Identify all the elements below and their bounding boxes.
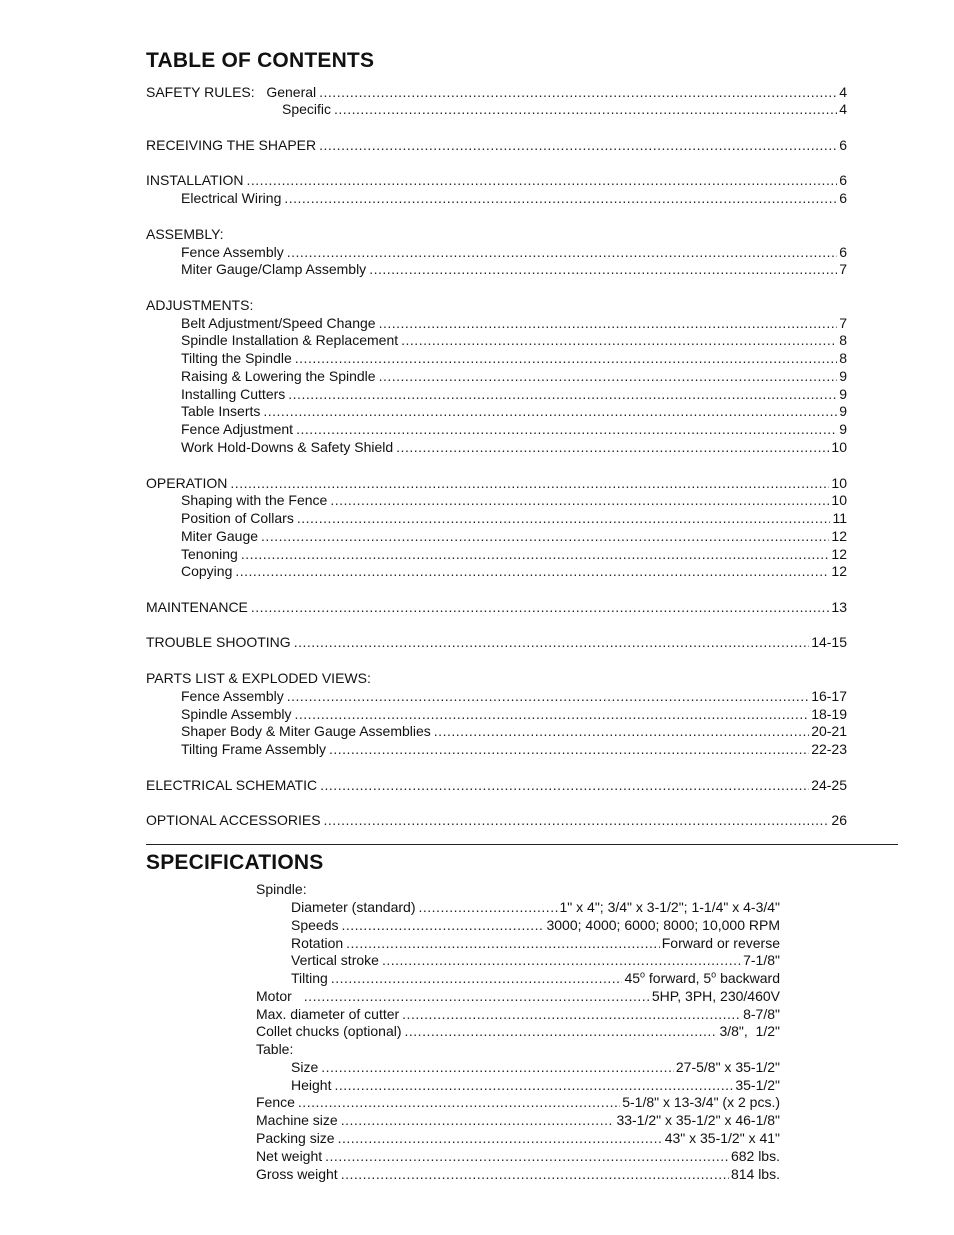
dot-leader: [346, 934, 660, 952]
toc-page: 9: [839, 403, 847, 419]
dot-leader: [334, 1076, 733, 1094]
toc-entry-table-inserts: [181, 402, 847, 420]
spec-spindle-speeds: [291, 916, 780, 934]
toc-entry-position-collars: [181, 509, 847, 527]
toc-label: ELECTRICAL SCHEMATIC: [146, 777, 318, 793]
toc-entry-tilting-frame: [181, 740, 847, 758]
toc-label: OPERATION: [146, 475, 228, 491]
toc-label: Spindle Installation & Replacement: [181, 332, 399, 348]
dot-leader: [379, 367, 838, 385]
dot-leader: [434, 722, 809, 740]
spec-label: Motor: [256, 988, 292, 1004]
dot-leader: [251, 598, 830, 616]
spec-label: Fence: [256, 1094, 295, 1110]
toc-label: Copying: [181, 563, 233, 579]
toc-label: Fence Adjustment: [181, 421, 294, 437]
spec-value: 3/8", 1/2": [719, 1023, 780, 1039]
spec-value: 1" x 4"; 3/4" x 3-1/2"; 1-1/4" x 4-3/4": [559, 899, 780, 915]
toc-entry-shaper-body: [181, 722, 847, 740]
spec-label: Collet chucks (optional): [256, 1023, 402, 1039]
spec-label: Size: [291, 1059, 319, 1075]
toc-entry-electrical-schematic: [146, 776, 847, 794]
toc-page: 12: [831, 528, 847, 544]
spec-value: [624, 969, 780, 987]
toc-label: Work Hold-Downs & Safety Shield: [181, 439, 394, 455]
spec-label: Tilting: [291, 970, 328, 986]
toc-page: 10: [831, 492, 847, 508]
dot-leader: [294, 633, 810, 651]
toc-page: 11: [832, 510, 847, 526]
toc-page: 26: [831, 812, 847, 828]
toc-entry-receiving: [146, 136, 847, 154]
toc-page: 6: [839, 244, 847, 260]
degree-symbol: o: [640, 969, 646, 980]
toc-label: RECEIVING THE SHAPER: [146, 137, 317, 153]
spec-label: Height: [291, 1077, 332, 1093]
toc-page: 14-15: [811, 634, 847, 650]
toc-entry-tilting-spindle: [181, 349, 847, 367]
spec-value: 5-1/8" x 13-3/4" (x 2 pcs.): [622, 1094, 780, 1110]
tilt-end-text: backward: [716, 970, 780, 986]
dot-leader: [331, 969, 623, 987]
dot-leader: [321, 1058, 674, 1076]
toc-label: OPTIONAL ACCESSORIES: [146, 812, 321, 828]
degree-symbol: o: [711, 969, 717, 980]
dot-leader: [263, 402, 837, 420]
toc-label: SAFETY RULES: General: [146, 84, 317, 100]
dot-leader: [419, 898, 558, 916]
toc-entry-electrical-wiring: [181, 189, 847, 207]
dot-leader: [341, 1111, 615, 1129]
toc-label: Fence Assembly: [181, 244, 284, 260]
dot-leader: [401, 331, 837, 349]
dot-leader: [338, 1129, 663, 1147]
dot-leader: [319, 83, 837, 101]
toc-label: Miter Gauge: [181, 528, 259, 544]
toc-entry-spindle-assembly: [181, 705, 847, 723]
spec-value: 43" x 35-1/2" x 41": [664, 1130, 780, 1146]
dot-leader: [334, 100, 837, 118]
toc-page: 8: [839, 332, 847, 348]
spec-value: 814 lbs.: [730, 1166, 780, 1182]
toc-label: Installing Cutters: [181, 386, 286, 402]
spec-max-diameter-cutter: [256, 1005, 780, 1023]
spec-label: Packing size: [256, 1130, 335, 1146]
toc-entry-raising-lowering: [181, 367, 847, 385]
toc-page: 7: [839, 261, 847, 277]
dot-leader: [288, 385, 837, 403]
toc-label: ASSEMBLY:: [146, 226, 224, 242]
toc-label: PARTS LIST & EXPLODED VIEWS:: [146, 670, 371, 686]
spec-label: Rotation: [291, 935, 344, 951]
toc-entry-miter-gauge: [181, 527, 847, 545]
spec-value: 8-7/8": [743, 1006, 780, 1022]
toc-entry-trouble-shooting: [146, 633, 847, 651]
spec-value: 27-5/8" x 35-1/2": [675, 1059, 780, 1075]
toc-section-adjustments: [146, 296, 253, 314]
dot-leader: [297, 509, 831, 527]
spec-spindle-diameter: [291, 898, 780, 916]
spec-spindle-rotation: [291, 934, 780, 952]
spec-label: Spindle:: [256, 881, 307, 897]
toc-label: Table Inserts: [181, 403, 261, 419]
toc-label: Electrical Wiring: [181, 190, 282, 206]
toc-label: MAINTENANCE: [146, 599, 248, 615]
toc-label: Position of Collars: [181, 510, 294, 526]
spec-spindle-tilting: [291, 969, 780, 987]
toc-label: TROUBLE SHOOTING: [146, 634, 291, 650]
dot-leader: [396, 438, 829, 456]
toc-label: ADJUSTMENTS:: [146, 297, 254, 313]
toc-entry-fence-adjustment: [181, 420, 847, 438]
toc-entry-installation: [146, 171, 847, 189]
spec-label: Speeds: [291, 917, 339, 933]
toc-entry-parts-fence-assembly: [181, 687, 847, 705]
spec-value: 3000; 4000; 6000; 8000; 10,000 RPM: [546, 917, 780, 933]
spec-table-height: [291, 1076, 780, 1094]
toc-label: INSTALLATION: [146, 172, 244, 188]
dot-leader: [298, 1093, 620, 1111]
dot-leader: [382, 951, 741, 969]
toc-page: 6: [839, 172, 847, 188]
toc-label: Spindle Assembly: [181, 706, 292, 722]
toc-entry-installing-cutters: [181, 385, 847, 403]
toc-page: 20-21: [811, 723, 847, 739]
toc-label: Tenoning: [181, 546, 238, 562]
toc-entry-belt-adjustment: [181, 314, 847, 332]
toc-page: 4: [839, 84, 847, 100]
toc-page: 10: [831, 475, 847, 491]
toc-page: 22-23: [811, 741, 847, 757]
dot-leader: [330, 491, 829, 509]
toc-entry-optional-accessories: [146, 811, 847, 829]
spec-value: 682 lbs.: [730, 1148, 780, 1164]
toc-entry-spindle-installation: [181, 331, 847, 349]
toc-label: Raising & Lowering the Spindle: [181, 368, 376, 384]
toc-page: 12: [831, 563, 847, 579]
toc-page: 9: [839, 421, 847, 437]
dot-leader: [324, 811, 830, 829]
specifications-title: SPECIFICATIONS: [146, 851, 324, 874]
toc-entry-copying: [181, 562, 847, 580]
spec-fence: [256, 1093, 780, 1111]
dot-leader: [329, 740, 809, 758]
toc-page: 16-17: [811, 688, 847, 704]
dot-leader: [296, 420, 837, 438]
dot-leader: [261, 527, 829, 545]
spec-label: Max. diameter of cutter: [256, 1006, 400, 1022]
toc-page: 9: [839, 386, 847, 402]
spec-motor: [256, 987, 780, 1005]
toc-page: 9: [839, 368, 847, 384]
toc-entry-safety-specific: [282, 100, 847, 118]
dot-leader: [402, 1005, 741, 1023]
dot-leader: [325, 1147, 729, 1165]
toc-label: Tilting the Spindle: [181, 350, 292, 366]
toc-page: 6: [839, 137, 847, 153]
toc-entry-shaping-fence: [181, 491, 847, 509]
spec-label: Diameter (standard): [291, 899, 416, 915]
spec-gross-weight: [256, 1165, 780, 1183]
toc-page: 7: [839, 315, 847, 331]
tilt-forward-value: 45: [624, 970, 641, 986]
spec-value: Forward or reverse: [661, 935, 780, 951]
toc-title: TABLE OF CONTENTS: [146, 49, 375, 72]
spec-net-weight: [256, 1147, 780, 1165]
toc-page: 10: [831, 439, 847, 455]
section-divider: [146, 844, 898, 845]
dot-leader: [379, 314, 838, 332]
dot-leader: [295, 705, 810, 723]
dot-leader: [235, 562, 829, 580]
spec-label: Vertical stroke: [291, 952, 379, 968]
spec-collet-chucks: [256, 1022, 780, 1040]
toc-page: 24-25: [811, 777, 847, 793]
toc-label: Miter Gauge/Clamp Assembly: [181, 261, 367, 277]
toc-page: 4: [839, 101, 847, 117]
dot-leader: [287, 243, 837, 261]
toc-page: 6: [839, 190, 847, 206]
dot-leader: [369, 260, 837, 278]
toc-entry-maintenance: [146, 598, 847, 616]
toc-label: Fence Assembly: [181, 688, 284, 704]
spec-label: Machine size: [256, 1112, 338, 1128]
toc-label: Shaping with the Fence: [181, 492, 328, 508]
dot-leader: [405, 1022, 718, 1040]
spec-value: 35-1/2": [735, 1077, 780, 1093]
toc-label: Tilting Frame Assembly: [181, 741, 326, 757]
toc-entry-operation: [146, 474, 847, 492]
spec-spindle-vertical-stroke: [291, 951, 780, 969]
dot-leader: [304, 987, 650, 1005]
toc-section-parts-list: [146, 669, 371, 687]
spec-label: Gross weight: [256, 1166, 338, 1182]
spec-machine-size: [256, 1111, 780, 1129]
spec-group-table: [256, 1040, 293, 1058]
toc-label: Belt Adjustment/Speed Change: [181, 315, 376, 331]
dot-leader: [319, 136, 837, 154]
spec-value: 5HP, 3PH, 230/460V: [651, 988, 780, 1004]
toc-page: 13: [831, 599, 847, 615]
toc-entry-fence-assembly: [181, 243, 847, 261]
toc-label: Shaper Body & Miter Gauge Assemblies: [181, 723, 431, 739]
spec-value: 7-1/8": [743, 952, 780, 968]
spec-label: Net weight: [256, 1148, 323, 1164]
toc-entry-safety-general: [146, 83, 847, 101]
toc-section-assembly: [146, 225, 224, 243]
spec-table-size: [291, 1058, 780, 1076]
toc-page: 12: [831, 546, 847, 562]
dot-leader: [230, 474, 829, 492]
dot-leader: [341, 916, 544, 934]
tilt-mid-text: forward, 5: [645, 970, 712, 986]
toc-entry-miter-gauge-clamp: [181, 260, 847, 278]
dot-leader: [287, 687, 809, 705]
toc-page: 18-19: [811, 706, 847, 722]
dot-leader: [295, 349, 837, 367]
toc-entry-tenoning: [181, 545, 847, 563]
spec-value: 33-1/2" x 35-1/2" x 46-1/8": [616, 1112, 780, 1128]
dot-leader: [341, 1165, 729, 1183]
spec-group-spindle: [256, 880, 307, 898]
toc-entry-work-hold-downs: [181, 438, 847, 456]
dot-leader: [284, 189, 837, 207]
dot-leader: [247, 171, 838, 189]
spec-label: Table:: [256, 1041, 294, 1057]
toc-label: Specific: [282, 101, 332, 117]
toc-page: 8: [839, 350, 847, 366]
dot-leader: [320, 776, 809, 794]
dot-leader: [241, 545, 830, 563]
spec-packing-size: [256, 1129, 780, 1147]
